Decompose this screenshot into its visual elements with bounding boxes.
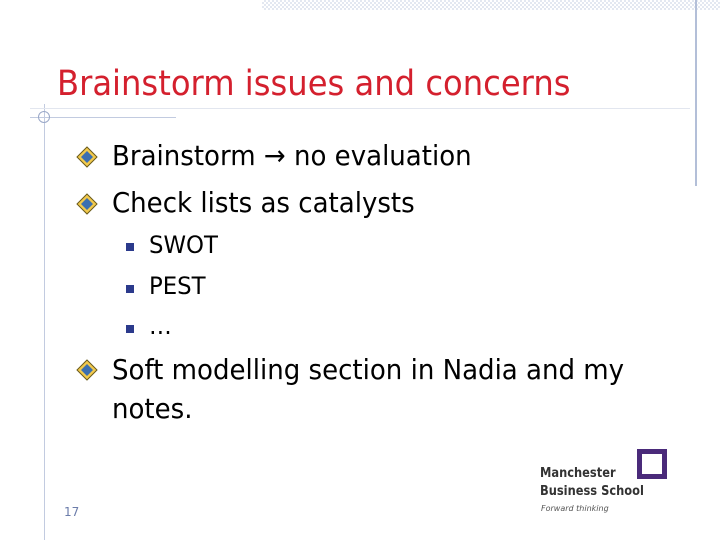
sub-bullet-icon <box>126 285 134 293</box>
logo-line-1: Manchester <box>540 466 616 481</box>
logo-tagline: Forward thinking <box>541 504 609 513</box>
sub-bullet-icon <box>126 243 134 251</box>
decorative-line <box>30 117 176 118</box>
school-logo <box>540 447 670 523</box>
logo-mark-icon <box>637 449 667 479</box>
bullet-icon <box>76 359 98 381</box>
decorative-line <box>44 104 45 540</box>
slide-title: Brainstorm issues and concerns <box>57 64 571 104</box>
sub-bullet-text: … <box>149 312 172 340</box>
bullet-text: Brainstorm → no evaluation <box>112 139 472 172</box>
title-divider <box>30 108 690 109</box>
page-number: 17 <box>64 505 80 519</box>
decorative-pattern <box>262 0 720 10</box>
logo-line-2: Business School <box>540 484 644 499</box>
sub-bullet-icon <box>126 325 134 333</box>
bullet-icon <box>76 193 98 215</box>
crosshair-icon <box>38 111 50 123</box>
decorative-line <box>695 0 697 186</box>
bullet-icon <box>76 146 98 168</box>
sub-bullet-text: PEST <box>149 272 206 300</box>
bullet-text: Check lists as catalysts <box>112 186 415 219</box>
bullet-text-continuation: notes. <box>112 392 193 425</box>
sub-bullet-text: SWOT <box>149 231 218 259</box>
bullet-text: Soft modelling section in Nadia and my <box>112 353 625 386</box>
